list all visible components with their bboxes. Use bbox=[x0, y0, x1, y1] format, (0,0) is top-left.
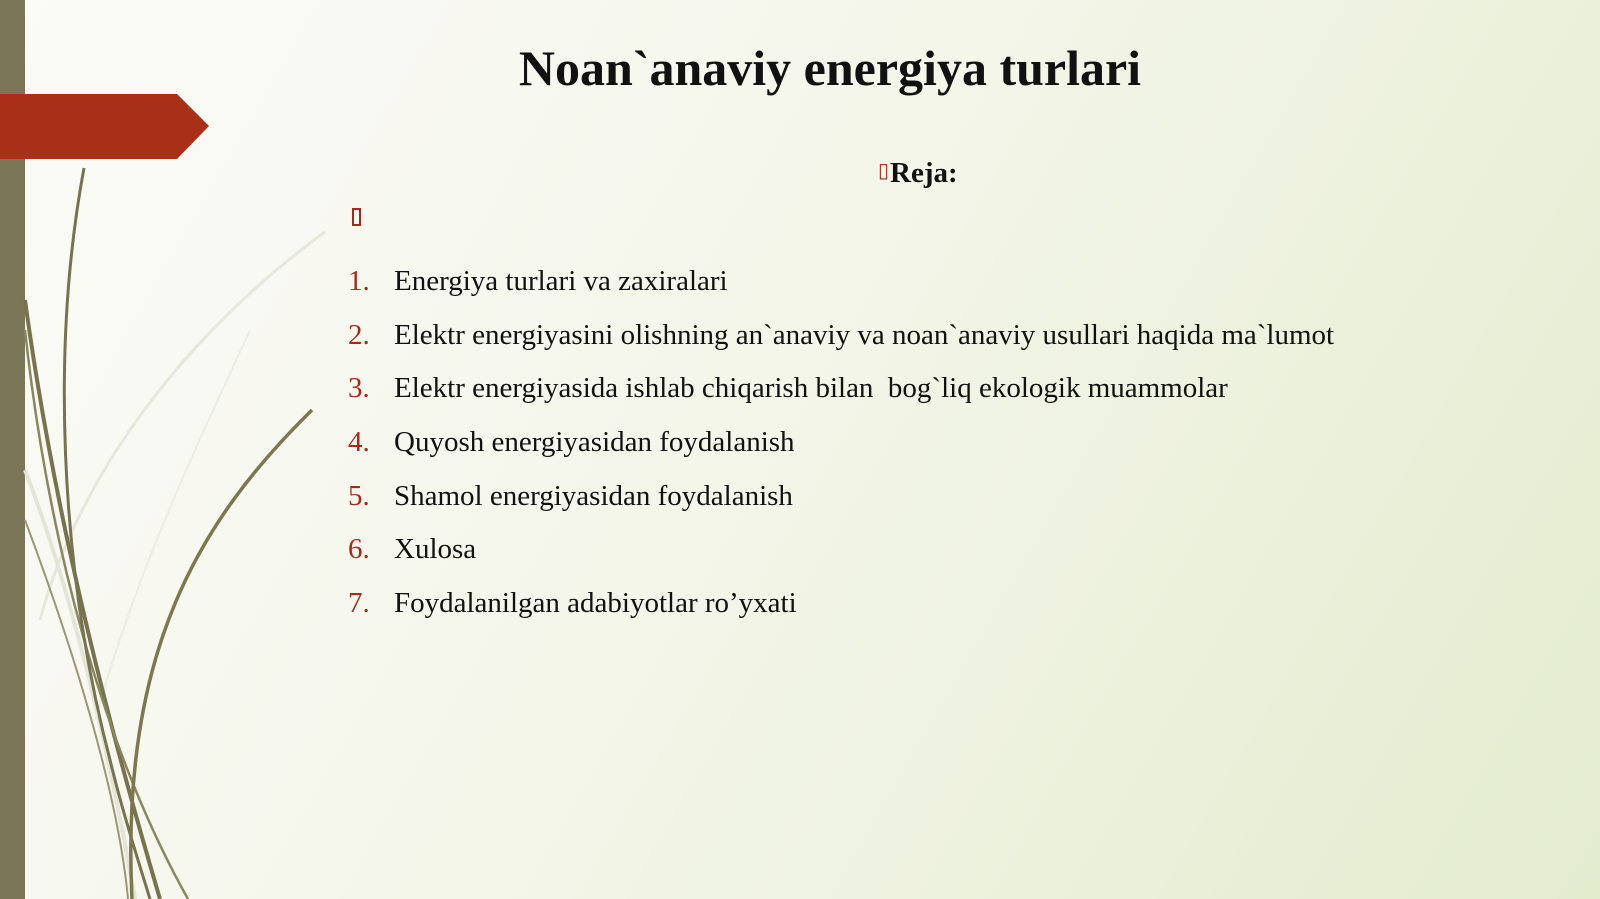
plan-list-item bbox=[348, 263, 1334, 317]
item-text: Xulosa bbox=[394, 533, 477, 566]
item-text: Elektr energiyasini olishning an`anaviy va noan`anaviy usullari haqida ma`lumot bbox=[394, 318, 1335, 351]
item-number: 4. bbox=[348, 426, 370, 459]
plan-list-item bbox=[348, 317, 1334, 371]
plan-list-item bbox=[348, 531, 1334, 585]
item-number: 1. bbox=[348, 265, 370, 297]
item-text: Foydalanilgan adabiyotlar ro’yxati bbox=[394, 587, 797, 620]
plan-heading-label: Reja: bbox=[890, 157, 958, 189]
item-number: 5. bbox=[348, 479, 370, 512]
decorative-grass-curves bbox=[0, 0, 340, 899]
item-number: 3. bbox=[348, 372, 370, 405]
plan-list-item bbox=[348, 424, 1334, 478]
plan-list-item bbox=[348, 370, 1334, 424]
empty-bullet-icon bbox=[352, 208, 361, 226]
item-text: Shamol energiyasidan foydalanish bbox=[394, 479, 793, 512]
plan-heading bbox=[878, 155, 958, 191]
item-number: 7. bbox=[348, 587, 370, 620]
item-text: Energiya turlari va zaxiralari bbox=[394, 265, 728, 297]
item-text: Quyosh energiyasidan foydalanish bbox=[394, 426, 795, 459]
item-number: 6. bbox=[348, 533, 370, 566]
item-text: Elektr energiyasida ishlab chiqarish bilan bog`liq ekologik muammolar bbox=[394, 372, 1228, 405]
bullet-icon: ▯ bbox=[878, 160, 890, 182]
red-ribbon-arrow bbox=[0, 94, 209, 159]
item-number: 2. bbox=[348, 318, 370, 351]
slide-title: Noan`anaviy energiya turlari bbox=[518, 40, 1142, 96]
plan-list bbox=[348, 263, 1334, 639]
plan-list-item bbox=[348, 585, 1334, 639]
plan-list-item bbox=[348, 478, 1334, 532]
